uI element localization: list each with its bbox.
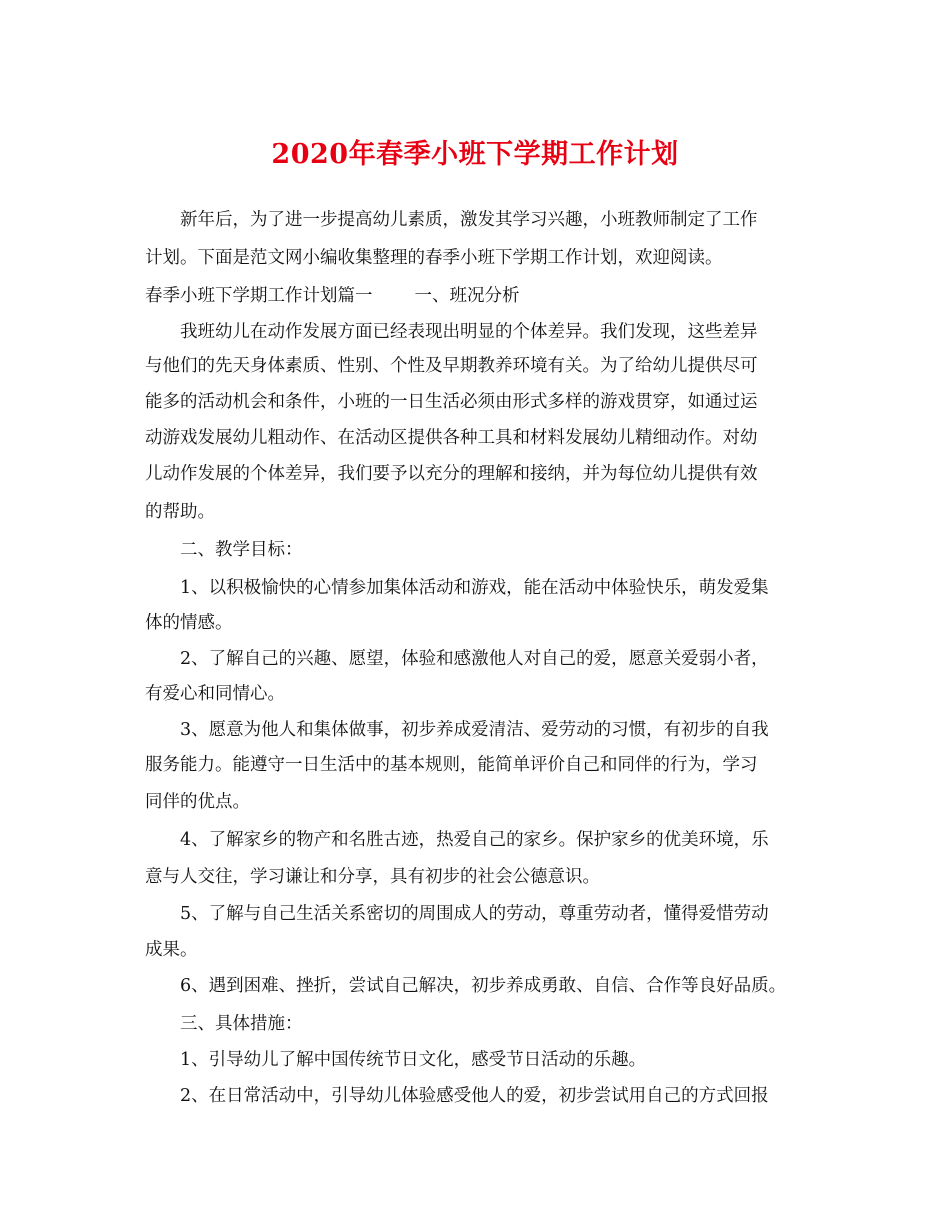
paragraph-line: 6、遇到困难、挫折，尝试自己解决，初步养成勇敢、自信、合作等良好品质。 [180, 976, 787, 996]
section-heading-line [145, 284, 520, 308]
paragraph-line: 计划。下面是范文网小编收集整理的春季小班下学期工作计划，欢迎阅读。 [145, 248, 723, 268]
document-title: 2020年春季小班下学期工作计划 [271, 139, 679, 170]
paragraph-line: 新年后，为了进一步提高幼儿素质，激发其学习兴趣，小班教师制定了工作 [180, 210, 758, 230]
paragraph-line: 有爱心和同情心。 [145, 684, 285, 704]
paragraph-line: 1、引导幼儿了解中国传统节日文化，感受节日活动的乐趣。 [180, 1050, 647, 1070]
paragraph-line: 体的情感。 [145, 613, 233, 633]
paragraph-line: 儿动作发展的个体差异，我们要予以充分的理解和接纳，并为每位幼儿提供有效 [145, 464, 758, 484]
paragraph-line: 成果。 [145, 940, 198, 960]
paragraph-line: 2、在日常活动中，引导幼儿体验感受他人的爱，初步尝试用自己的方式回报 [180, 1086, 769, 1106]
paragraph-line: 5、了解与自己生活关系密切的周围成人的劳动，尊重劳动者，懂得爱惜劳动 [180, 904, 769, 924]
paragraph-line: 1、以积极愉快的心情参加集体活动和游戏，能在活动中体验快乐，萌发爱集 [180, 578, 769, 598]
paragraph-line: 4、了解家乡的物产和名胜古迹，热爱自己的家乡。保护家乡的优美环境，乐 [180, 830, 769, 850]
section-heading: 三、具体措施： [180, 1014, 303, 1034]
paragraph-line: 的帮助。 [145, 502, 215, 522]
paragraph-line: 2、了解自己的兴趣、愿望，体验和感激他人对自己的爱，愿意关爱弱小者， [180, 649, 769, 669]
paragraph-line: 我班幼儿在动作发展方面已经表现出明显的个体差异。我们发现，这些差异 [180, 322, 758, 342]
section-heading: 一、班况分析 [414, 286, 520, 306]
paragraph-line: 与他们的先天身体素质、性别、个性及早期教养环境有关。为了给幼儿提供尽可 [145, 356, 758, 376]
paragraph-line: 3、愿意为他人和集体做事，初步养成爱清洁、爱劳动的习惯，有初步的自我 [180, 720, 769, 740]
paragraph-line: 同伴的优点。 [145, 792, 250, 812]
article-part-label: 春季小班下学期工作计划篇一 [145, 286, 373, 306]
paragraph-line: 动游戏发展幼儿粗动作、在活动区提供各种工具和材料发展幼儿精细动作。对幼 [145, 428, 758, 448]
section-heading: 二、教学目标： [180, 540, 303, 560]
paragraph-line: 服务能力。能遵守一日生活中的基本规则，能简单评价自己和同伴的行为，学习 [145, 755, 758, 775]
paragraph-line: 意与人交往，学习谦让和分享，具有初步的社会公德意识。 [145, 867, 600, 887]
paragraph-line: 能多的活动机会和条件，小班的一日生活必须由形式多样的游戏贯穿，如通过运 [145, 392, 758, 412]
